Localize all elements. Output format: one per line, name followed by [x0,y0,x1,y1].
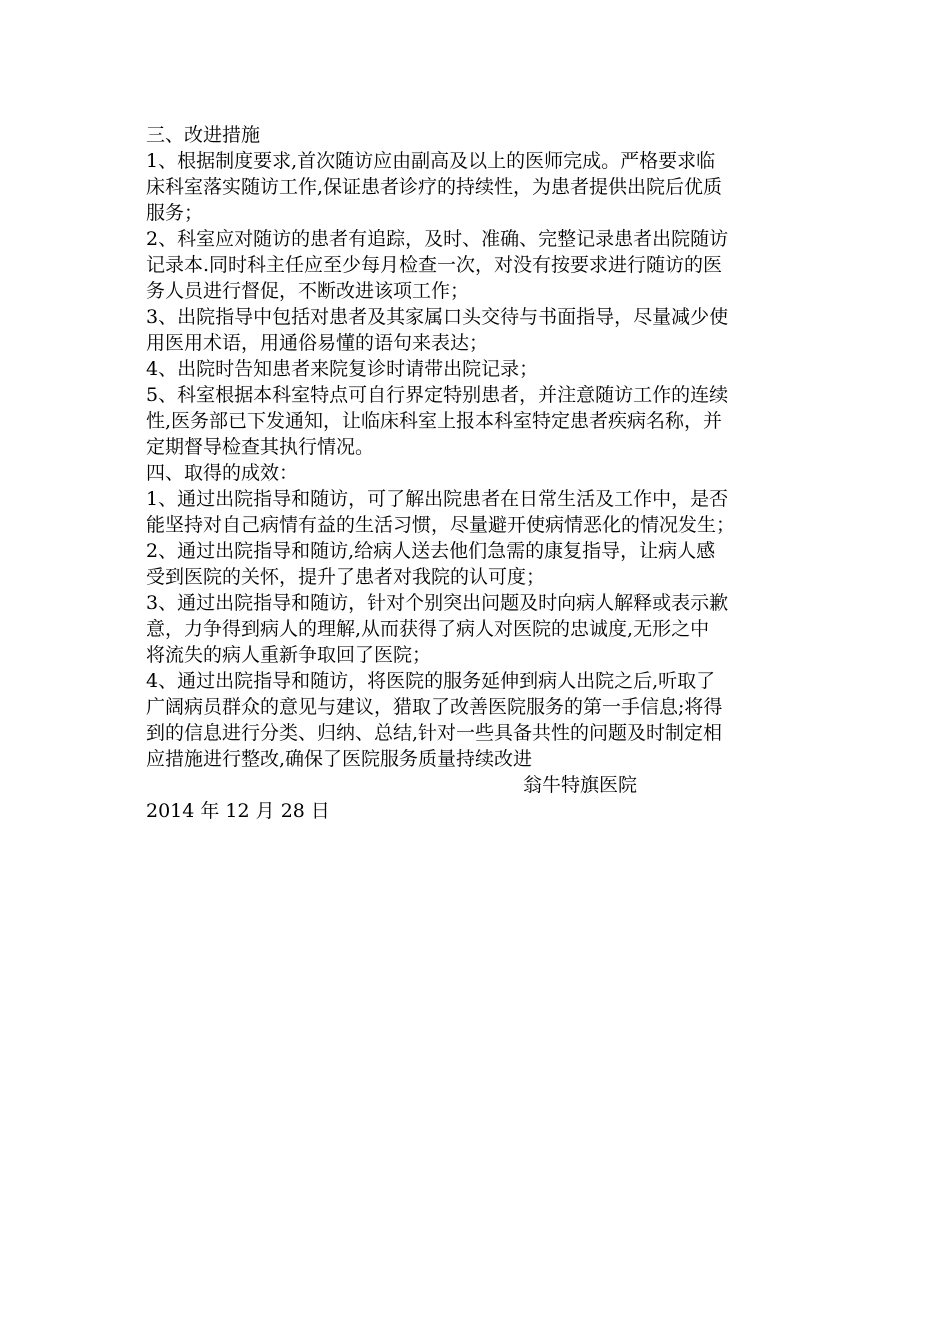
document-date: 2014 年 12 月 28 日 [146,800,330,822]
text-line: 床科室落实随访工作,保证患者诊疗的持续性，为患者提供出院后优质 [146,176,723,198]
section-heading-results: 四、取得的成效： [146,462,299,484]
text-line: 到的信息进行分类、归纳、总结,针对一些具备共性的问题及时制定相 [146,722,723,744]
text-line: 服务； [146,202,204,224]
signature-hospital-name: 翁牛特旗医院 [523,774,638,796]
text-line: 广阔病员群众的意见与建议，猎取了改善医院服务的第一手信息;将得 [146,696,723,718]
text-line: 能坚持对自己病情有益的生活习惯，尽量避开使病情恶化的情况发生； [146,514,736,536]
text-line: 5、科室根据本科室特点可自行界定特别患者，并注意随访工作的连续 [146,384,729,406]
text-line: 用医用术语，用通俗易懂的语句来表达； [146,332,489,354]
text-line: 3、通过出院指导和随访，针对个别突出问题及时向病人解释或表示歉 [146,592,729,614]
text-line: 意，力争得到病人的理解,从而获得了病人对医院的忠诚度,无形之中 [146,618,710,640]
text-line: 4、通过出院指导和随访，将医院的服务延伸到病人出院之后,听取了 [146,670,716,692]
text-line: 应措施进行整改,确保了医院服务质量持续改进 [146,748,533,770]
text-line: 受到医院的关怀，提升了患者对我院的认可度； [146,566,546,588]
text-line: 务人员进行督促，不断改进该项工作； [146,280,470,302]
text-line: 2、通过出院指导和随访,给病人送去他们急需的康复指导，让病人感 [146,540,716,562]
text-line: 3、出院指导中包括对患者及其家属口头交待与书面指导，尽量减少使 [146,306,729,328]
text-line: 2、科室应对随访的患者有追踪，及时、准确、完整记录患者出院随访 [146,228,729,250]
text-line: 将流失的病人重新争取回了医院； [146,644,432,666]
text-line: 记录本.同时科主任应至少每月检查一次，对没有按要求进行随访的医 [146,254,723,276]
text-line: 1、通过出院指导和随访，可了解出院患者在日常生活及工作中，是否 [146,488,729,510]
text-line: 定期督导检查其执行情况。 [146,436,375,458]
text-line: 1、根据制度要求,首次随访应由副高及以上的医师完成。严格要求临 [146,150,716,172]
section-heading-improvements: 三、改进措施 [146,124,261,146]
text-line: 4、出院时告知患者来院复诊时请带出院记录； [146,358,539,380]
text-line: 性,医务部已下发通知，让临床科室上报本科室特定患者疾病名称，并 [146,410,723,432]
document-body [146,122,806,824]
